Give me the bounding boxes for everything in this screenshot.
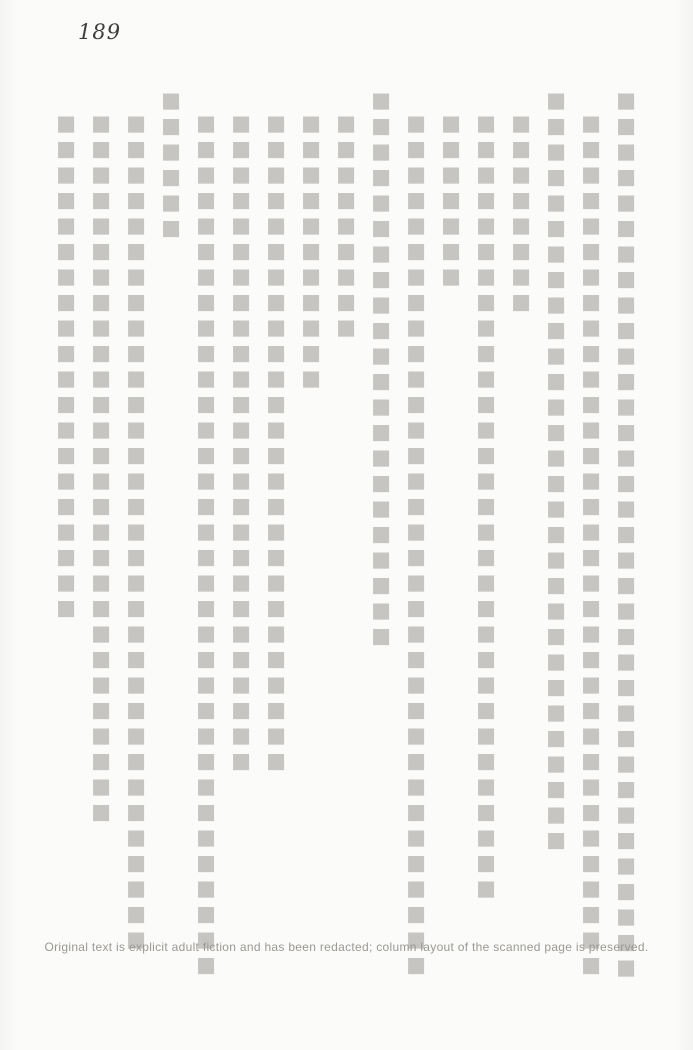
- text-column-narrative: ■■■■■■■■■■■■■■■■■■■■■■■■■■■■■■■■■■: [579, 111, 603, 978]
- text-column-dialogue: ■■■■■■■: [439, 111, 463, 290]
- text-column-narrative-continuation: ■■■■■■: [159, 88, 183, 241]
- text-column-narrative: ■■■■■■■■■■■■■■■■■■■■■■■■■■■■■■■■■: [124, 111, 148, 953]
- text-column-dialogue: ■■■■■■■■■■■: [299, 111, 323, 392]
- text-column-narrative: ■■■■■■■■■■■■■■■■■■■■■■■■■■■■■■■: [474, 111, 498, 902]
- text-column-narrative: ■■■■■■■■■■■■■■■■■■■■■■■■■■: [229, 111, 253, 774]
- redaction-note: Original text is explicit adult fiction and has been redacted; column layout of the scanned page is preserved.: [44, 940, 649, 954]
- text-column-narrative: ■■■■■■■■■■■■■■■■■■■■■■■■■■■■■■■■■■: [404, 111, 428, 978]
- text-column-narrative-continuation: ■■■■■■■■■■■■■■■■■■■■■■■■■■■■■■: [544, 88, 568, 853]
- text-column-dialogue: ■■■■■■■■■■■■■■■■■■■■: [54, 111, 78, 621]
- text-column-narrative: ■■■■■■■■■■■■■■■■■■■■■■■■■■■■■■■■■■: [194, 111, 218, 978]
- text-column-dialogue: ■■■■■■■■■: [334, 111, 358, 341]
- text-column-narrative: ■■■■■■■■■■■■■■■■■■■■■■■■■■■■: [89, 111, 113, 825]
- text-column-dialogue: ■■■■■■■■: [509, 111, 533, 315]
- text-column-dialogue-continuation: ■■■■■■■■■■■■■■■■■■■■■■■■■■■■■■■■■■■: [614, 88, 638, 981]
- page-number: 189: [78, 20, 122, 44]
- text-column-narrative-continuation: ■■■■■■■■■■■■■■■■■■■■■■: [369, 88, 393, 649]
- text-column-dialogue: ■■■■■■■■■■■■■■■■■■■■■■■■■■: [264, 111, 288, 774]
